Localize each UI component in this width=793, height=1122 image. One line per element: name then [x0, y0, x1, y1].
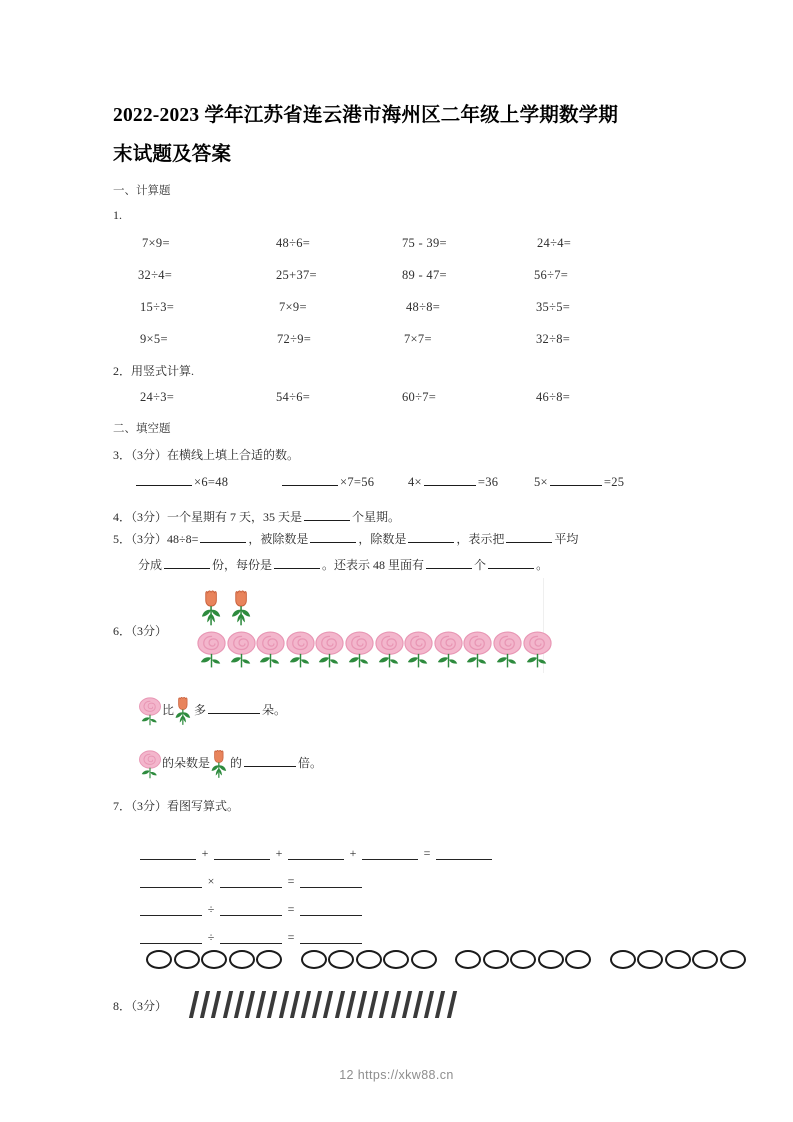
page-title	[113, 96, 703, 174]
q6-label: 6．（3分）	[113, 624, 168, 638]
q1-cell-1-1: 25+37=	[276, 268, 317, 282]
page-footer: 12 https://xkw88.cn	[339, 1068, 454, 1082]
q1-cell-0-1: 48÷6=	[276, 236, 311, 250]
circle-token	[411, 950, 437, 969]
q3-item-1: ×7=56	[280, 474, 374, 490]
section-heading-two: 二、填空题	[113, 423, 171, 435]
q6-sentence-1: 比 多 朵。	[138, 692, 286, 730]
q1-cell-3-1: 72÷9=	[277, 332, 312, 346]
q2-problem-2: 60÷7=	[402, 390, 437, 404]
q7-operator-r0-1: +	[275, 846, 283, 860]
tulip-icon-inline-2	[210, 747, 230, 785]
circle-token	[256, 950, 282, 969]
circle-token	[146, 950, 172, 969]
q3-blank-1[interactable]	[282, 474, 338, 486]
tally-mark	[346, 991, 356, 1018]
tally-mark	[446, 991, 456, 1018]
q7-equation-row-1	[140, 873, 362, 888]
tally-mark	[301, 991, 311, 1018]
q1-cell-3-3: 32÷8=	[536, 332, 571, 346]
q7-blank-r2-2[interactable]	[300, 903, 362, 916]
tulip-icon-inline-1	[174, 694, 194, 732]
q7-blank-r0-2[interactable]	[288, 847, 344, 860]
q2-problem-1: 54÷6=	[276, 390, 311, 404]
q1-cell-0-0: 7×9=	[142, 236, 170, 250]
q1-cell-2-2: 48÷8=	[406, 300, 441, 314]
circle-token	[455, 950, 481, 969]
q6-tulip-group	[200, 586, 270, 630]
q7-blank-r3-1[interactable]	[220, 931, 282, 944]
title-line-2: 末试题及答案	[113, 144, 232, 165]
circle-token	[665, 950, 691, 969]
circle-token	[229, 950, 255, 969]
tally-mark	[424, 991, 434, 1018]
q1-cell-3-2: 7×7=	[404, 332, 432, 346]
q7-blank-r2-1[interactable]	[220, 903, 282, 916]
tally-mark	[189, 991, 199, 1018]
q7-blank-r0-4[interactable]	[436, 847, 492, 860]
circle-token	[637, 950, 663, 969]
rose-icon	[344, 626, 375, 677]
circle-token	[610, 950, 636, 969]
circle-token	[565, 950, 591, 969]
q5-blank-4[interactable]	[506, 531, 552, 543]
circle-token	[383, 950, 409, 969]
rose-icon	[285, 626, 316, 677]
q7-blank-r2-0[interactable]	[140, 903, 202, 916]
q5-blank-5[interactable]	[164, 557, 210, 569]
q3-item-3: 5× =25	[534, 475, 625, 489]
rose-icon	[522, 626, 553, 677]
q7-operator-r1-1: =	[287, 874, 295, 888]
q4-row: 4．（3分）一个星期有 7 天，35 天是 个星期。	[113, 510, 401, 524]
q1-cell-0-3: 24÷4=	[537, 236, 572, 250]
rose-icon	[226, 626, 257, 677]
rose-icon	[196, 626, 227, 677]
q5-blank-6[interactable]	[274, 557, 320, 569]
q7-equation-row-2	[140, 901, 362, 916]
q3-blank-0[interactable]	[136, 474, 192, 486]
q7-operator-r3-0: ÷	[207, 930, 215, 944]
rose-icon	[374, 626, 405, 677]
q6-rose-group	[196, 626, 566, 672]
q1-cell-3-0: 9×5=	[140, 332, 168, 346]
q2-label: 2．用竖式计算.	[113, 364, 195, 378]
q7-operator-r1-0: ×	[207, 874, 215, 888]
q1-cell-2-1: 7×9=	[279, 300, 307, 314]
q4-blank[interactable]	[304, 509, 350, 521]
q5-row-1: 5．（3分）48÷8= ，被除数是 ，除数是 ，表示把 平均	[113, 532, 579, 546]
tally-mark	[435, 991, 445, 1018]
q7-operator-r0-0: +	[201, 846, 209, 860]
title-line-1: 2022-2023 学年江苏省连云港市海州区二年级上学期数学期	[113, 105, 619, 126]
tally-mark	[290, 991, 300, 1018]
tally-mark	[211, 991, 221, 1018]
q1-cell-2-3: 35÷5=	[536, 300, 571, 314]
tally-mark	[234, 991, 244, 1018]
q7-blank-r1-2[interactable]	[300, 875, 362, 888]
tally-mark	[267, 991, 277, 1018]
q8-tally-diagram	[192, 991, 462, 1021]
circle-token	[538, 950, 564, 969]
tally-mark	[390, 991, 400, 1018]
circle-token	[510, 950, 536, 969]
q6-blank-2[interactable]	[244, 755, 296, 767]
q7-blank-r1-0[interactable]	[140, 875, 202, 888]
rose-icon	[492, 626, 523, 677]
tally-mark	[312, 991, 322, 1018]
q3-blank-3[interactable]	[550, 474, 602, 486]
q5-blank-8[interactable]	[488, 557, 534, 569]
q1-cell-1-3: 56÷7=	[534, 268, 569, 282]
q7-equation-row-3	[140, 929, 362, 944]
q1-cell-0-2: 75 - 39=	[402, 236, 447, 250]
q7-blank-r0-0[interactable]	[140, 847, 196, 860]
q7-blank-r3-2[interactable]	[300, 931, 362, 944]
q2-problem-3: 46÷8=	[536, 390, 571, 404]
q3-item-0: ×6=48	[134, 474, 228, 490]
tally-mark	[278, 991, 288, 1018]
q2-problem-0: 24÷3=	[140, 390, 175, 404]
tally-mark	[402, 991, 412, 1018]
tally-mark	[334, 991, 344, 1018]
circle-token	[174, 950, 200, 969]
q6-blank-1[interactable]	[208, 702, 260, 714]
circle-token	[483, 950, 509, 969]
q7-label: 7．（3分）看图写算式。	[113, 799, 240, 813]
circle-token	[356, 950, 382, 969]
rose-icon	[433, 626, 464, 677]
tally-mark	[413, 991, 423, 1018]
q7-blank-r0-1[interactable]	[214, 847, 270, 860]
q1-cell-2-0: 15÷3=	[140, 300, 175, 314]
q3-label: 3．（3分）在横线上填上合适的数。	[113, 448, 300, 462]
tally-mark	[200, 991, 210, 1018]
q7-operator-r0-3: =	[423, 846, 431, 860]
rose-icon	[314, 626, 345, 677]
q1-cell-1-2: 89 - 47=	[402, 268, 447, 282]
tally-mark	[379, 991, 389, 1018]
circle-token	[720, 950, 746, 969]
tally-mark	[368, 991, 378, 1018]
q1-number: 1.	[113, 208, 122, 222]
q5-blank-1[interactable]	[200, 531, 246, 543]
circle-token	[201, 950, 227, 969]
q1-cell-1-0: 32÷4=	[138, 268, 173, 282]
q7-blank-r3-0[interactable]	[140, 931, 202, 944]
tally-mark	[245, 991, 255, 1018]
q7-equation-row-0	[140, 845, 492, 860]
circle-token	[301, 950, 327, 969]
rose-icon	[462, 626, 493, 677]
q7-blank-r0-3[interactable]	[362, 847, 418, 860]
q7-blank-r1-1[interactable]	[220, 875, 282, 888]
q7-operator-r0-2: +	[349, 846, 357, 860]
tally-mark	[357, 991, 367, 1018]
section-heading-one: 一、计算题	[113, 185, 171, 197]
q3-item-2: 4× =36	[408, 475, 499, 489]
q5-blank-2[interactable]	[310, 531, 356, 543]
q7-operator-r3-1: =	[287, 930, 295, 944]
rose-icon	[255, 626, 286, 677]
tally-mark	[323, 991, 333, 1018]
q6-sentence-2: 的朵数是 的 倍。	[138, 745, 322, 783]
q8-label: 8．（3分）	[113, 999, 168, 1013]
q7-circle-diagram	[146, 950, 716, 974]
q7-operator-r2-0: ÷	[207, 902, 215, 916]
q5-blank-7[interactable]	[426, 557, 472, 569]
circle-token	[692, 950, 718, 969]
tally-mark	[256, 991, 266, 1018]
tally-mark	[222, 991, 232, 1018]
q3-blank-2[interactable]	[424, 474, 476, 486]
q5-row-2: 分成 份，每份是 。还表示 48 里面有 个 。	[138, 558, 549, 572]
rose-icon-inline-2	[138, 747, 162, 785]
q7-operator-r2-1: =	[287, 902, 295, 916]
circle-token	[328, 950, 354, 969]
q5-blank-3[interactable]	[408, 531, 454, 543]
rose-icon-inline-1	[138, 694, 162, 732]
rose-icon	[403, 626, 434, 677]
